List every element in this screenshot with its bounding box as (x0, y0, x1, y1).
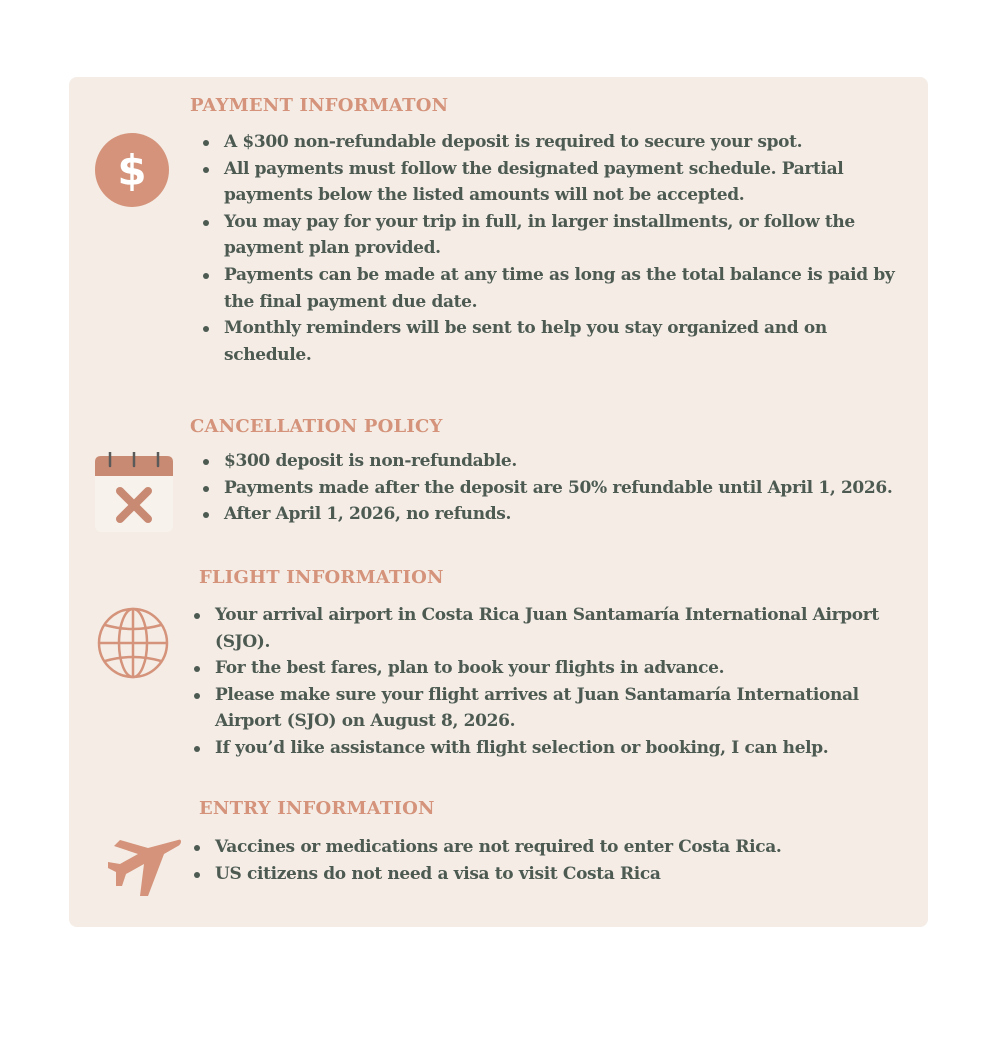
globe-icon (96, 606, 170, 680)
flight-item: If you’d like assistance with flight selection or booking, I can help. (191, 735, 891, 762)
dollar-circle-icon (95, 133, 169, 207)
cancellation-item: Payments made after the deposit are 50% refundable until April 1, 2026. (200, 475, 925, 502)
airplane-icon (104, 836, 182, 900)
entry-item: US citizens do not need a visa to visit Costa Rica (191, 861, 891, 888)
payment-item: You may pay for your trip in full, in larger installments, or follow the payment plan provided. (200, 209, 900, 262)
flight-list (191, 602, 891, 762)
flight-item: Please make sure your flight arrives at Juan Santamaría International Airport (SJO) on August 8, 2026. (191, 682, 891, 735)
svg-text:$: $ (117, 146, 147, 195)
entry-list (191, 834, 891, 887)
payment-item: Payments can be made at any time as long as the total balance is paid by the final payment due date. (200, 262, 900, 315)
entry-heading: ENTRY INFORMATION (199, 798, 435, 819)
calendar-cancel-icon (95, 452, 173, 532)
payment-item: All payments must follow the designated payment schedule. Partial payments below the listed amounts will not be accepted. (200, 156, 900, 209)
cancellation-list (200, 448, 925, 528)
flight-heading: FLIGHT INFORMATION (199, 567, 444, 588)
payment-item: Monthly reminders will be sent to help you stay organized and on schedule. (200, 315, 900, 368)
cancellation-item: After April 1, 2026, no refunds. (200, 501, 925, 528)
cancellation-item: $300 deposit is non-refundable. (200, 448, 925, 475)
entry-item: Vaccines or medications are not required to enter Costa Rica. (191, 834, 891, 861)
payment-list (200, 129, 900, 368)
payment-heading: PAYMENT INFORMATON (190, 95, 449, 116)
flight-item: For the best fares, plan to book your flights in advance. (191, 655, 891, 682)
payment-item: A $300 non-refundable deposit is required to secure your spot. (200, 129, 900, 156)
cancellation-heading: CANCELLATION POLICY (190, 416, 443, 437)
flight-item: Your arrival airport in Costa Rica Juan Santamaría International Airport (SJO). (191, 602, 891, 655)
